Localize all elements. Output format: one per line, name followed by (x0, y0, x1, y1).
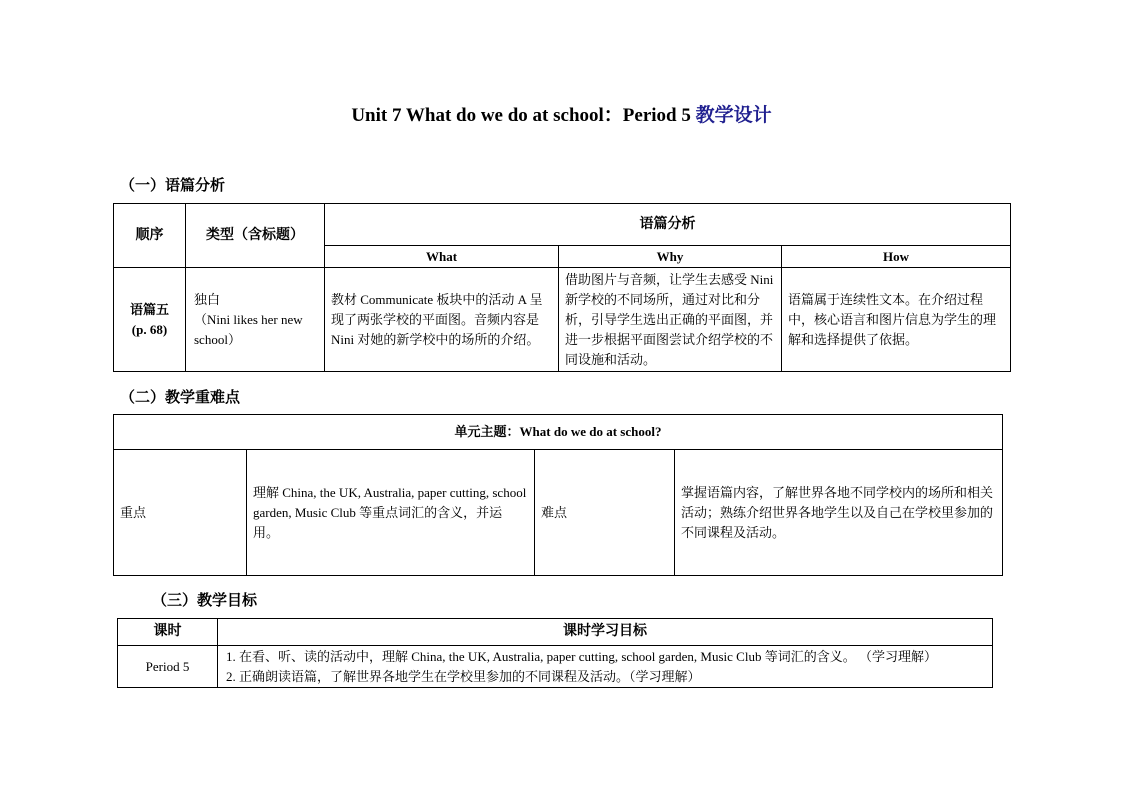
col-type-header: 类型（含标题） (186, 204, 325, 268)
col-period-header: 课时 (118, 619, 218, 646)
col-why-header: Why (559, 246, 782, 268)
order-line1: 语篇五 (129, 301, 169, 317)
col-how-header: How (782, 246, 1011, 268)
type-line1: 独白 (194, 291, 221, 307)
section1-heading: （一）语篇分析 (120, 178, 226, 194)
title-chinese: 教学设计 (695, 105, 772, 126)
section2-heading: （二）教学重难点 (120, 390, 241, 406)
difficulty-text: 掌握语篇内容，了解世界各地不同学校内的场所和相关活动；熟练介绍世界各地学生以及自己在学校里参加的不同课程及活动。 (675, 450, 1003, 576)
section3-heading: （三）教学目标 (152, 593, 258, 609)
discourse-analysis-table (113, 203, 1011, 372)
row-how-cell: 语篇属于连续性文本。在介绍过程中，核心语言和图片信息为学生的理解和选择提供了依据。 (782, 268, 1011, 372)
page-title (0, 100, 1123, 127)
row-type-cell (186, 268, 325, 372)
col-analysis-header: 语篇分析 (325, 204, 1011, 246)
unit-theme: 单元主题：What do we do at school? (114, 415, 1003, 450)
col-goals-header: 课时学习目标 (218, 619, 993, 646)
period-cell: Period 5 (118, 646, 218, 688)
title-english: Unit 7 What do we do at school：Period 5 (351, 105, 696, 126)
goal-item-1: 1. 在看、听、读的活动中，理解 China, the UK, Australia, paper cutting, school garden, Music Club 等词汇的含义。 （学习理解） (226, 648, 937, 664)
row-what-cell: 教材 Communicate 板块中的活动 A 呈现了两张学校的平面图。音频内容是 Nini 对她的新学校中的场所的介绍。 (325, 268, 559, 372)
difficulty-label: 难点 (535, 450, 675, 576)
row-why-cell: 借助图片与音频，让学生去感受 Nini 新学校的不同场所，通过对比和分析，引导学生选出正确的平面图，并进一步根据平面图尝试介绍学校的不同设施和活动。 (559, 268, 782, 372)
key-text: 理解 China, the UK, Australia, paper cutting, school garden, Music Club 等重点词汇的含义，并运用。 (247, 450, 535, 576)
order-line2: (p. 68) (131, 321, 168, 337)
teaching-goals-table (117, 618, 993, 688)
goal-item-2: 2. 正确朗读语篇，了解世界各地学生在学校里参加的不同课程及活动。（学习理解） (226, 668, 701, 684)
goals-cell (218, 646, 993, 688)
key-points-table (113, 414, 1003, 576)
type-line2: （Nini likes her new school） (194, 311, 303, 347)
row-order-cell (114, 268, 186, 372)
key-label: 重点 (114, 450, 247, 576)
col-what-header: What (325, 246, 559, 268)
col-order-header: 顺序 (114, 204, 186, 268)
